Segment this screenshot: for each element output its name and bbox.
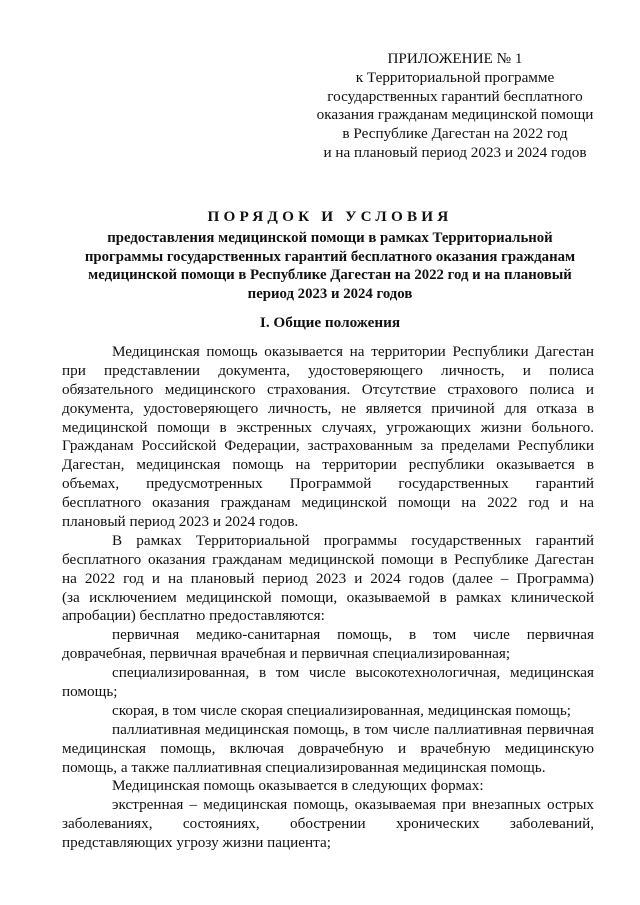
text-line: заболеваниях, состояниях, обострении хронических заболеваний,	[62, 815, 594, 833]
text-line: на 2022 год и на плановый период 2023 и 2024 годов (далее – Программа)	[62, 569, 594, 587]
list-item	[62, 626, 594, 664]
text-line: (за исключением медицинской помощи, оказываемой в рамках клинической	[62, 588, 594, 606]
paragraph	[62, 532, 594, 626]
list-item	[62, 702, 594, 721]
list-item	[62, 721, 594, 778]
text-line: помощь, а также паллиативная специализированная медицинская помощь.	[62, 758, 546, 776]
text-line: бесплатного оказания гражданам медицинской помощи в Республике Дагестан	[62, 550, 594, 568]
paragraph	[62, 777, 594, 796]
appendix-line: и на плановый период 2023 и 2024 годов	[323, 143, 587, 161]
list-item	[62, 664, 594, 702]
text-line: экстренная – медицинская помощь, оказываемая при внезапных острых	[112, 796, 594, 814]
text-line: специализированная, в том числе высокотехнологичная, медицинская	[112, 664, 594, 682]
appendix-line: к Территориальной программе	[355, 68, 555, 86]
document-body	[62, 343, 594, 853]
text-line: паллиативная медицинская помощь, в том числе паллиативная первичная	[112, 720, 594, 738]
appendix-line: ПРИЛОЖЕНИЕ № 1	[387, 50, 523, 67]
text-line: скорая, в том числе скорая специализированная, медицинская помощь;	[112, 701, 571, 719]
text-line: Медицинская помощь оказывается на территории Республики Дагестан	[112, 343, 594, 360]
text-line: Гражданам Российской Федерации, застрахованным за пределами Республики	[62, 437, 594, 455]
list-item	[62, 796, 594, 853]
text-line: Медицинская помощь оказывается в следующих формах:	[112, 777, 484, 795]
text-line: документа, удостоверяющего личность, не является причиной для отказа в	[62, 399, 594, 417]
section-heading: I. Общие положения	[259, 314, 401, 331]
subtitle-line: предоставления медицинской помощи в рамках Территориальной	[107, 230, 553, 246]
text-line: плановый период 2023 и 2024 годов.	[62, 513, 299, 531]
text-line: Дагестан, медицинская помощь на территории республики оказывается в	[62, 456, 594, 474]
text-line: помощь;	[62, 683, 118, 701]
subtitle-line: программы государственных гарантий бесплатного оказания гражданам	[84, 248, 576, 265]
appendix-line: оказания гражданам медицинской помощи	[316, 106, 594, 124]
text-line: медицинская помощь, включая доврачебную и врачебную медицинскую	[62, 739, 594, 757]
text-line: апробации) бесплатно предоставляются:	[62, 607, 325, 625]
document-subtitle	[40, 229, 620, 303]
text-line: при представлении документа, удостоверяющего личность, и полиса	[62, 361, 594, 379]
text-line: бесплатного оказания гражданам медицинской помощи на 2022 год и на	[62, 494, 594, 512]
text-line: В рамках Территориальной программы государственных гарантий	[112, 531, 594, 549]
subtitle-line: медицинской помощи в Республике Дагестан на 2022 год и на плановый	[88, 267, 572, 284]
appendix-line: государственных гарантий бесплатного	[327, 87, 583, 105]
text-line: объемах, предусмотренных Программой государственных гарантий	[62, 475, 594, 493]
paragraph	[62, 343, 594, 532]
text-line: доврачебная, первичная врачебная и первичная специализированная;	[62, 645, 511, 663]
text-line: медицинской помощи в экстренных случаях, угрожающих жизни больного.	[62, 418, 594, 436]
appendix-line: в Республике Дагестан на 2022 год	[342, 125, 568, 143]
subtitle-line: период 2023 и 2024 годов	[247, 285, 413, 302]
appendix-header	[300, 50, 610, 163]
document-title: ПОРЯДОК И УСЛОВИЯ	[207, 208, 453, 225]
text-line: представляющих угрозу жизни пациента;	[62, 834, 331, 852]
text-line: первичная медико-санитарная помощь, в том числе первичная	[112, 626, 594, 644]
text-line: обязательного медицинского страхования. Отсутствие страхового полиса и	[62, 380, 594, 398]
